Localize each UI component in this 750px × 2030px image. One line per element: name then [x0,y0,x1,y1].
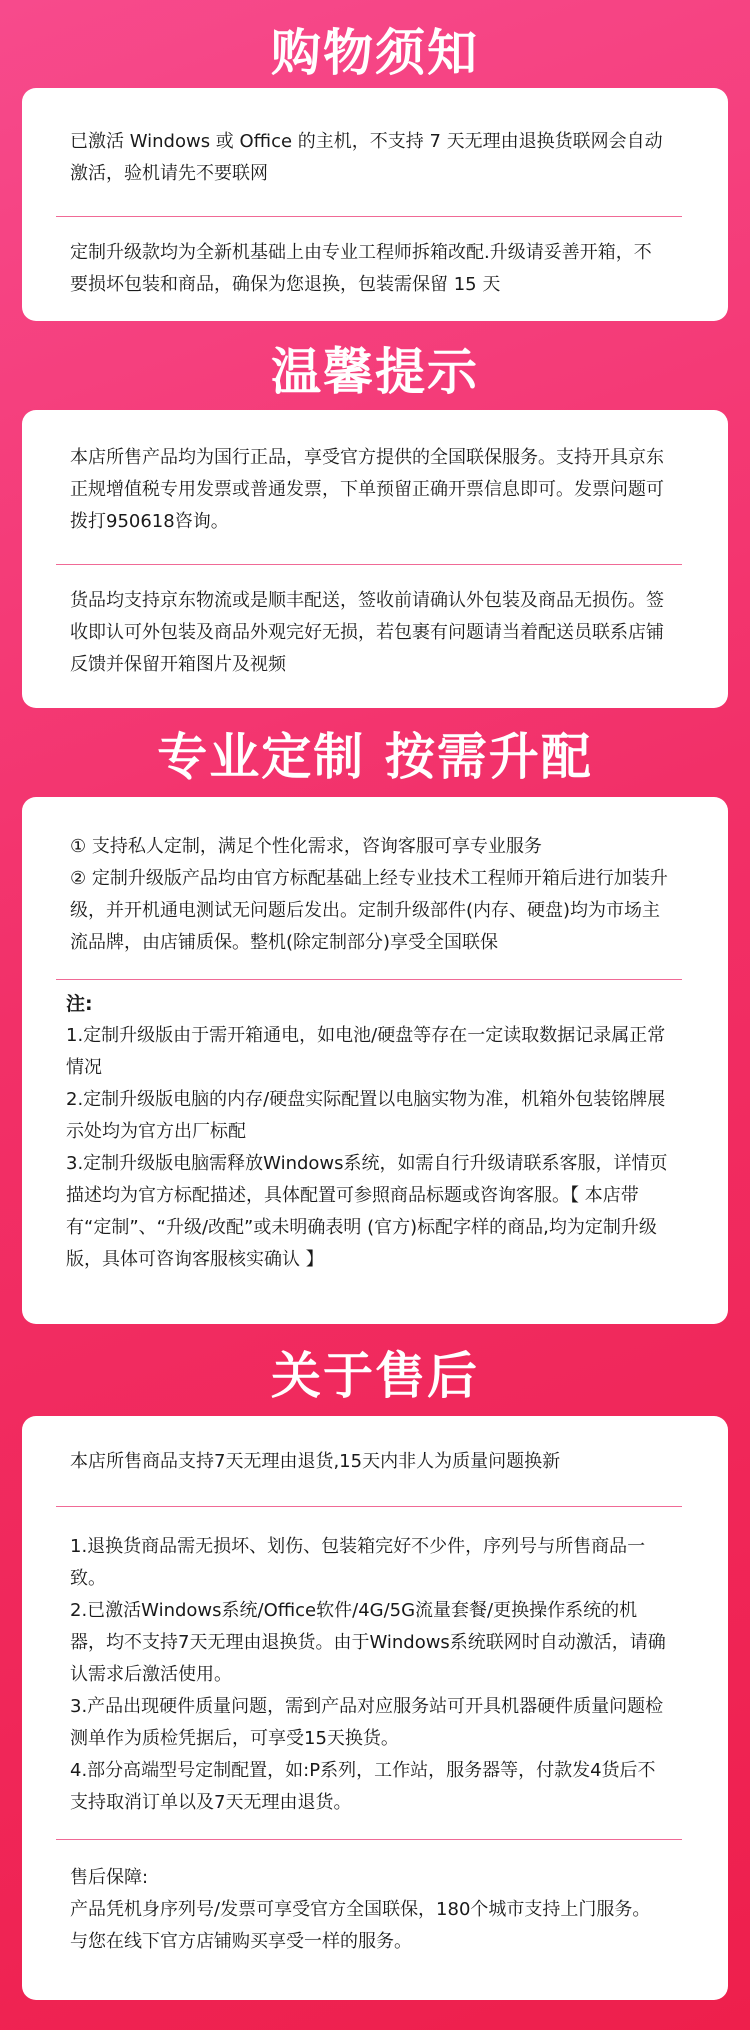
after-sales-item: 4.部分高端型号定制配置，如:P系列，工作站，服务器等，付款发4货后不支持取消订单以及7天无理由退货。 [70,1760,656,1813]
guarantee-text: 产品凭机身序列号/发票可享受官方全国联保，180个城市支持上门服务。与您在线下官方店铺购买享受一样的服务。 [70,1899,651,1952]
note-item: 3.定制升级版电脑需释放Windows系统，如需自行升级请联系客服，详情页描述均为官方标配描述，具体配置可参照商品标题或咨询客服。【 本店带有“定制”、“升级/改配”或未明确表明 (官方)标配字样的商品,均为定制升级版，具体可咨询客服核实确认 】 [66,1153,668,1270]
section-title-shopping-notice: 购物须知 [271,24,479,82]
after-sales-item: 2.已激活Windows系统/Office软件/4G/5G流量套餐/更换操作系统的机器，均不支持7天无理由退换货。由于Windows系统联网时自动激活，请确认需求后激活使用。 [70,1600,666,1685]
after-sales-intro: 本店所售商品支持7天无理由退货,15天内非人为质量问题换新 [70,1451,561,1472]
after-sales-list [70,1531,668,1819]
tips-delivery: 货品均支持京东物流或是顺丰配送，签收前请确认外包装及商品无损伤。签收即认可外包装及商品外观完好无损，若包裹有问题请当着配送员联系店铺反馈并保留开箱图片及视频 [70,590,664,675]
section-title-custom-upgrade: 专业定制 按需升配 [157,728,593,786]
note-item: 1.定制升级版由于需开箱通电，如电池/硬盘等存在一定读取数据记录属正常情况 [66,1025,666,1078]
after-sales-item: 1.退换货商品需无损坏、划伤、包装箱完好不少件，序列号与所售商品一致。 [70,1536,646,1589]
notice-custom-upgrade: 定制升级款均为全新机基础上由专业工程师拆箱改配.升级请妥善开箱，不要损坏包装和商品，确保为您退换，包装需保留 15 天 [70,242,652,295]
card-shopping-notice [22,88,728,321]
notice-activation: 已激活 Windows 或 Office 的主机，不支持 7 天无理由退换货联网会自动激活，验机请先不要联网 [70,131,663,184]
tips-official-warranty: 本店所售产品均为国行正品，享受官方提供的全国联保服务。支持开具京东正规增值税专用发票或普通发票，下单预留正确开票信息即可。发票问题可拨打950618咨询。 [70,447,664,532]
guarantee-title: 售后保障: [70,1867,149,1888]
divider [56,1506,682,1507]
custom-item-1: ① 支持私人定制，满足个性化需求，咨询客服可享专业服务 [70,836,542,857]
divider [56,216,682,217]
custom-item-2: ② 定制升级版产品均由官方标配基础上经专业技术工程师开箱后进行加装升级，并开机通电测试无问题后发出。定制升级部件(内存、硬盘)均为市场主流品牌，由店铺质保。整机(除定制部分)享受全国联保 [70,868,668,953]
note-item: 2.定制升级版电脑的内存/硬盘实际配置以电脑实物为准，机箱外包装铭牌展示处均为官方出厂标配 [66,1089,666,1142]
divider [56,1839,682,1840]
divider [56,979,682,980]
divider [56,564,682,565]
notes-list [66,1020,668,1276]
after-sales-item: 3.产品出现硬件质量问题，需到产品对应服务站可开具机器硬件质量问题检测单作为质检凭据后，可享受15天换货。 [70,1696,664,1749]
note-title: 注: [66,993,93,1015]
card-warm-tips [22,410,728,708]
section-title-warm-tips: 温馨提示 [271,343,479,401]
section-title-after-sales: 关于售后 [271,1347,479,1405]
card-after-sales [22,1416,728,2000]
card-custom-upgrade [22,797,728,1324]
